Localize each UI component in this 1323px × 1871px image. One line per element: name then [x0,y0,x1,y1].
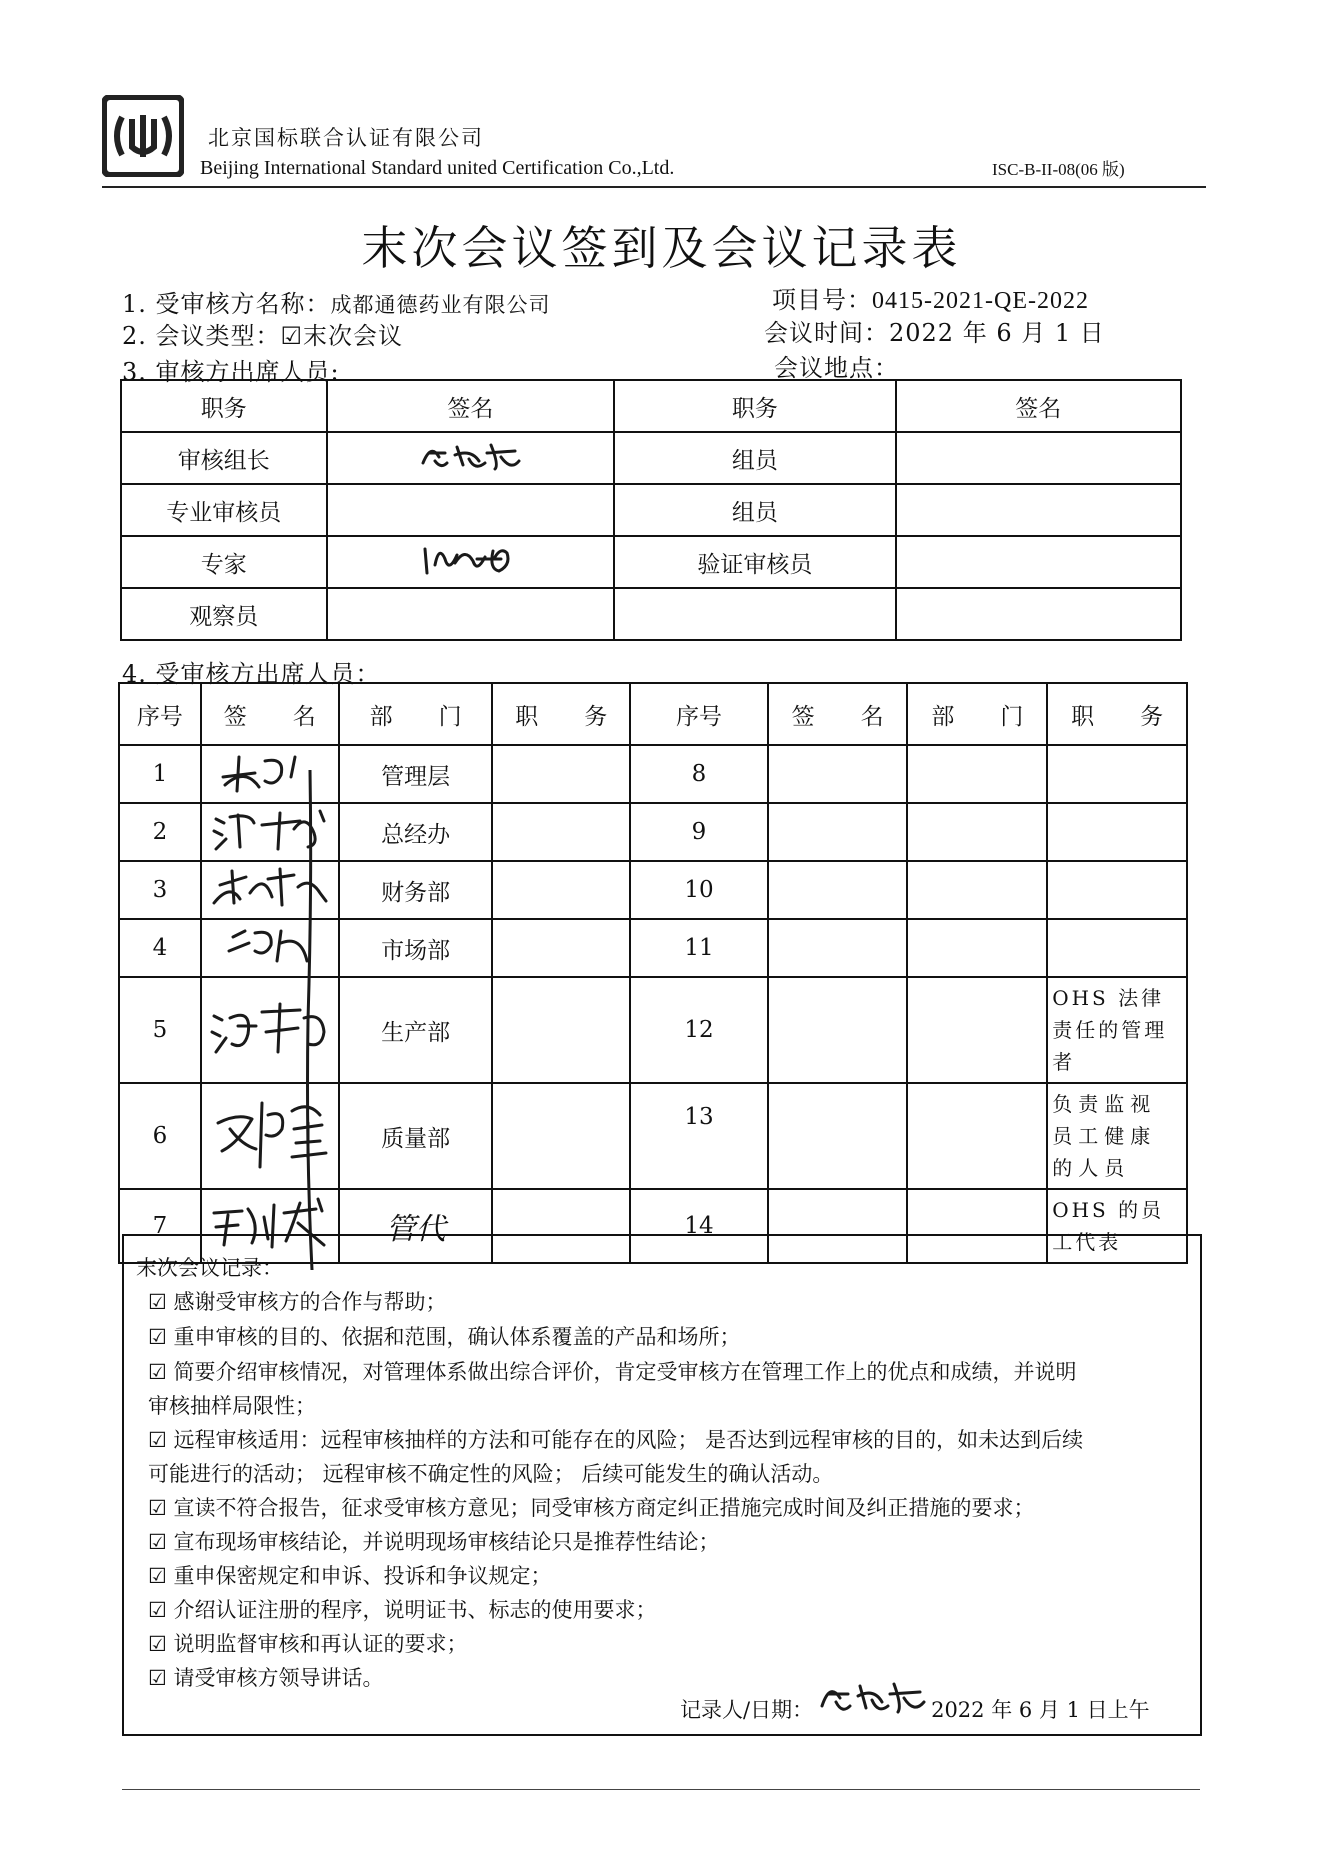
recorder-signature [814,1672,934,1722]
header-department: 部 门 [907,683,1047,745]
role-cell: 验证审核员 [614,536,895,588]
attendees-header-row [119,683,1187,745]
row-number: 11 [630,919,768,977]
signature-cell [768,977,908,1083]
header-signature: 签名 [896,380,1181,432]
duty-cell [492,1083,630,1189]
duty-cell [492,977,630,1083]
row-number: 10 [630,861,768,919]
notes-heading: 末次会议记录： [136,1256,283,1280]
table-row [121,536,1181,588]
table-row [121,484,1181,536]
company-logo [102,95,184,177]
table-row [119,745,1187,803]
note-item: ☑ 说明监督审核和再认证的要求； [148,1632,468,1656]
header-no: 序号 [630,683,768,745]
duty-cell [1047,919,1187,977]
pen-stroke [290,770,330,1270]
department-cell [907,861,1047,919]
signature-cell [768,861,908,919]
signature-cell [768,919,908,977]
table-row [119,919,1187,977]
department-cell: 总经办 [339,803,493,861]
note-item-continuation: 可能进行的活动； 远程审核不确定性的风险； 后续可能发生的确认活动。 [148,1462,834,1486]
duty-cell [1047,745,1187,803]
department-cell: 生产部 [339,977,493,1083]
table-row [119,803,1187,861]
row-number: 14 [630,1189,768,1263]
note-item: ☑ 感谢受审核方的合作与帮助； [148,1290,447,1314]
audit-team-header-row [121,380,1181,432]
note-item: ☑ 远程审核适用：远程审核抽样的方法和可能存在的风险； 是否达到远程审核的目的，如未达到后续 [148,1428,1084,1452]
note-item: ☑ 重申审核的目的、依据和范围，确认体系覆盖的产品和场所； [148,1325,741,1349]
row-number: 5 [119,977,201,1083]
recorder-label: 记录人/日期： [680,1698,814,1722]
company-name-cn: 北京国标联合认证有限公司 [208,126,484,150]
form-code: ISC-B-II-08(06 版) [992,160,1125,179]
auditee-value: 成都通德药业有限公司 [330,293,551,317]
duty-cell [492,861,630,919]
note-item: ☑ 宣读不符合报告，征求受审核方意见；同受审核方商定纠正措施完成时间及纠正措施的要求； [148,1496,1035,1520]
department-cell [907,803,1047,861]
role-cell: 组员 [614,484,895,536]
duty-cell [1047,861,1187,919]
meeting-time-value: 2022 年 6 月 1 日 [889,319,1105,347]
handwritten-signature [415,435,525,475]
signature-cell [896,536,1181,588]
company-name-en: Beijing International Standard united Certification Co.,Ltd. [200,157,675,179]
meeting-notes-box [122,1234,1202,1736]
project-field [772,280,1089,315]
row-number: 4 [119,919,201,977]
header-role: 职务 [614,380,895,432]
footer-divider [122,1789,1200,1790]
header-signature: 签名 [327,380,615,432]
duty-cell: 负责监视员工健康的人员 [1047,1083,1187,1189]
department-cell: 质量部 [339,1083,493,1189]
note-item: ☑ 宣布现场审核结论，并说明现场审核结论只是推荐性结论； [148,1530,720,1554]
department-cell: 管理层 [339,745,493,803]
auditee-label: 1. 受审核方名称： [122,290,331,318]
department-cell [907,977,1047,1083]
auditor-attendees-label: 3. 审核方出席人员: [122,358,340,386]
department-cell: 管代 [339,1189,493,1263]
page-title: 末次会议签到及会议记录表 [361,221,962,275]
note-item: ☑ 介绍认证注册的程序，说明证书、标志的使用要求； [148,1598,657,1622]
signature-cell [768,803,908,861]
row-number: 1 [119,745,201,803]
header-signature: 签 名 [201,683,339,745]
table-row [121,588,1181,640]
table-row [119,1083,1187,1189]
row-number: 2 [119,803,201,861]
signature-cell [896,484,1181,536]
signature-cell [768,1083,908,1189]
row-number: 9 [630,803,768,861]
handwritten-signature [415,539,525,579]
auditee-field [122,284,551,319]
header-divider [102,186,1206,188]
auditee-attendees-label: 4. 受审核方出席人员： [122,660,381,688]
project-label: 项目号： [772,286,872,314]
signature-cell [896,432,1181,484]
signature-cell [327,588,615,640]
meeting-time-label: 会议时间： [764,319,889,347]
row-number: 3 [119,861,201,919]
row-number: 7 [119,1189,201,1263]
meeting-type-label: 2. 会议类型： [122,322,281,350]
department-cell [907,919,1047,977]
project-value: 0415-2021-QE-2022 [872,288,1089,314]
role-cell [614,588,895,640]
row-number: 6 [119,1083,201,1189]
department-cell: 市场部 [339,919,493,977]
duty-cell [492,919,630,977]
role-cell: 专业审核员 [121,484,327,536]
attendees-table [118,682,1188,1264]
header-duty: 职 务 [1047,683,1187,745]
table-row [121,432,1181,484]
header-department: 部 门 [339,683,493,745]
meeting-type-value: ☑末次会议 [280,322,404,350]
signature-cell [327,536,615,588]
role-cell: 专家 [121,536,327,588]
role-cell: 观察员 [121,588,327,640]
header-no: 序号 [119,683,201,745]
department-cell: 财务部 [339,861,493,919]
signature-cell [896,588,1181,640]
note-item: ☑ 简要介绍审核情况，对管理体系做出综合评价，肯定受审核方在管理工作上的优点和成绩，并说明 [148,1360,1077,1384]
meeting-time-field [764,313,1105,348]
duty-cell [492,803,630,861]
row-number: 12 [630,977,768,1083]
note-item: ☑ 重申保密规定和申诉、投诉和争议规定； [148,1564,552,1588]
header-duty: 职 务 [492,683,630,745]
duty-cell [1047,803,1187,861]
signature-cell [327,432,615,484]
duty-cell: OHS 法律责任的管理者 [1047,977,1187,1083]
signature-cell [327,484,615,536]
role-cell: 组员 [614,432,895,484]
recorder-date: 2022 年 6 月 1 日上午 [931,1698,1150,1722]
duty-cell: OHS 的员工代表 [1047,1189,1187,1263]
header-signature: 签 名 [768,683,908,745]
duty-cell [492,745,630,803]
audit-team-table [120,379,1182,641]
signature-cell [768,745,908,803]
header-role: 职务 [121,380,327,432]
meeting-place-label: 会议地点： [774,354,899,382]
role-cell: 审核组长 [121,432,327,484]
department-cell [907,1083,1047,1189]
note-item: ☑ 请受审核方领导讲话。 [148,1666,384,1690]
table-row [119,977,1187,1083]
note-item-continuation: 审核抽样局限性； [148,1394,316,1418]
table-row [119,861,1187,919]
row-number: 13 [630,1083,768,1189]
meeting-type-field [122,316,403,351]
row-number: 8 [630,745,768,803]
department-cell [907,745,1047,803]
